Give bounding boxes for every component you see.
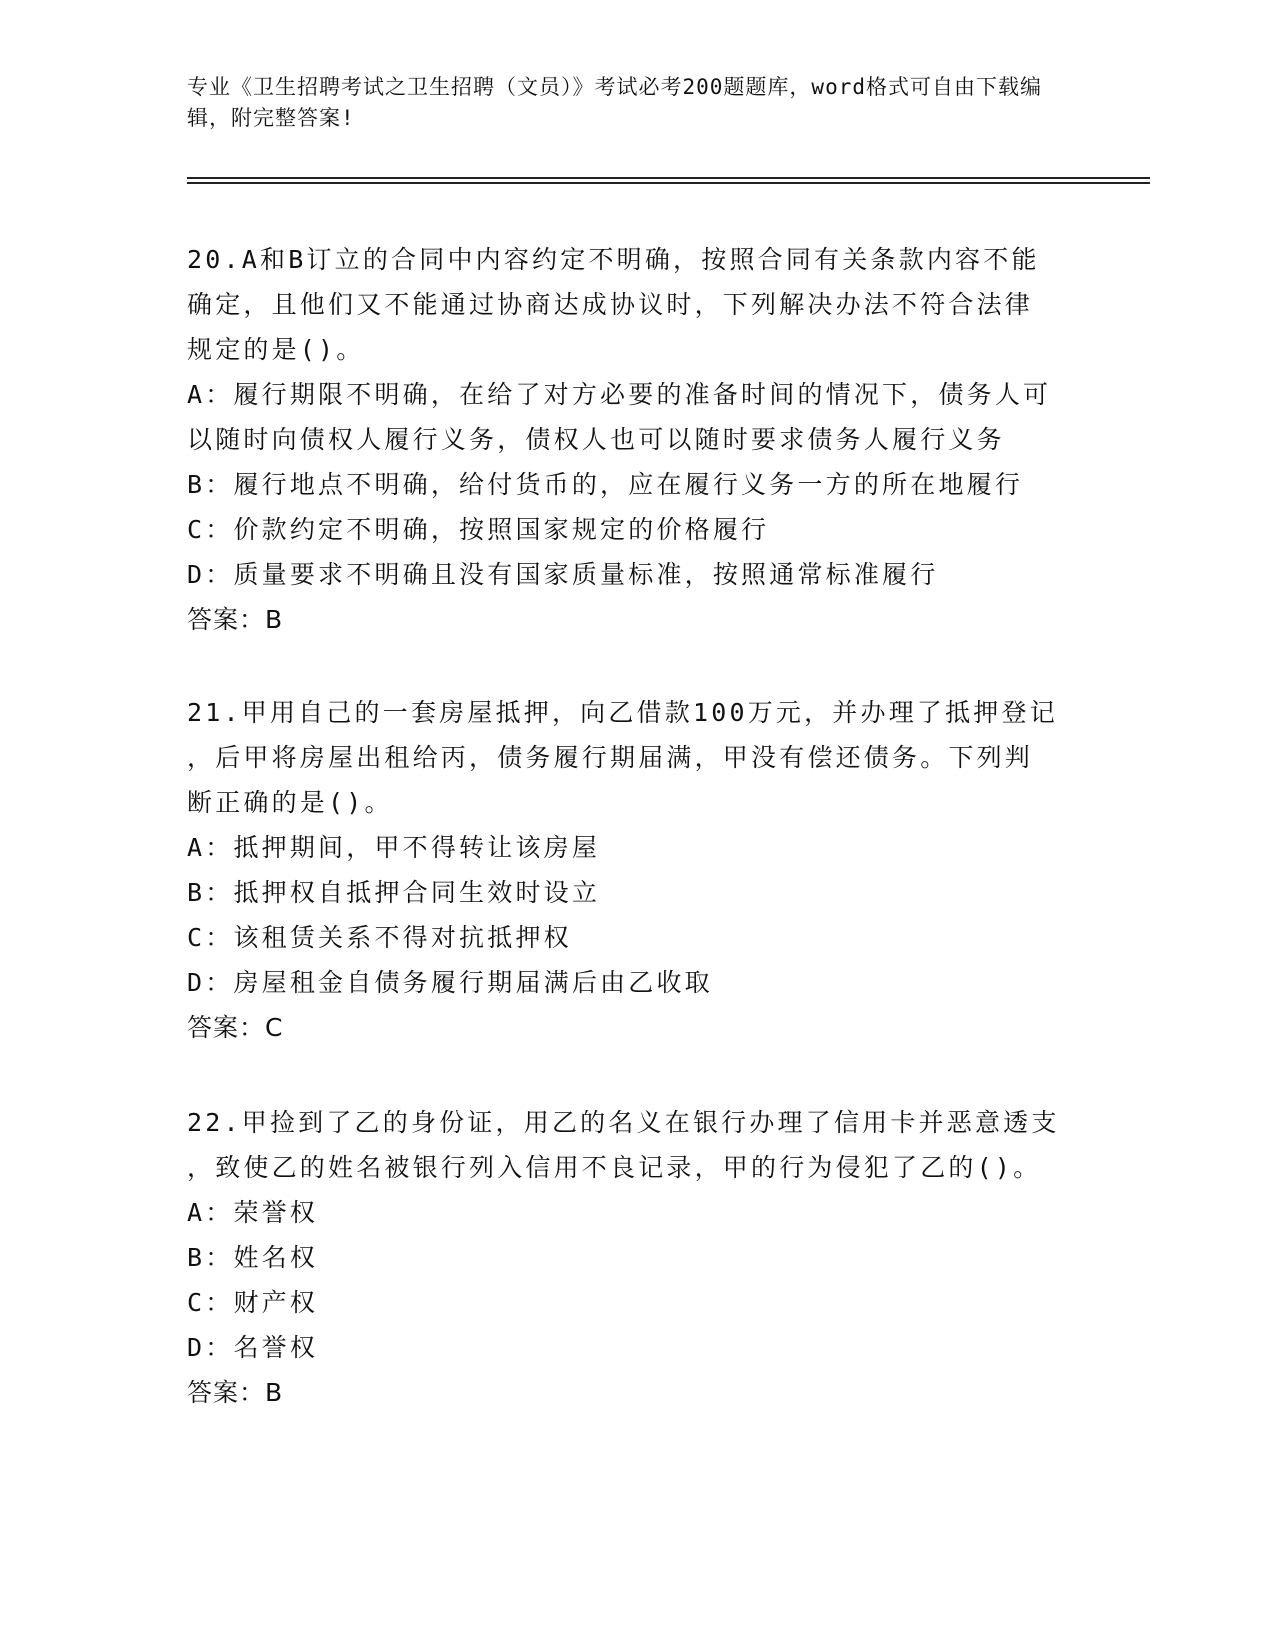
question-stem-line: ，致使乙的姓名被银行列入信用不良记录，甲的行为侵犯了乙的()。 — [187, 1153, 1042, 1182]
option-c: C：价款约定不明确，按照国家规定的价格履行 — [187, 515, 770, 544]
question-22 — [187, 1100, 1087, 1415]
question-21 — [187, 690, 1087, 1050]
option-b: B：姓名权 — [187, 1243, 319, 1272]
question-stem-line: 规定的是()。 — [187, 335, 365, 364]
header-divider-line-2 — [187, 182, 1150, 184]
header-divider-line — [187, 177, 1150, 179]
option-b: B：履行地点不明确，给付货币的，应在履行义务一方的所在地履行 — [187, 470, 1024, 499]
option-a: A：抵押期间，甲不得转让该房屋 — [187, 833, 601, 862]
answer-line: 答案：C — [187, 1013, 284, 1042]
question-stem-line: 确定，且他们又不能通过协商达成协议时，下列解决办法不符合法律 — [187, 290, 1034, 319]
question-stem-line: 断正确的是()。 — [187, 788, 393, 817]
option-d: D：质量要求不明确且没有国家质量标准，按照通常标准履行 — [187, 560, 939, 589]
question-stem-line: ，后甲将房屋出租给丙，债务履行期届满，甲没有偿还债务。下列判 — [187, 743, 1034, 772]
option-c: C：财产权 — [187, 1288, 319, 1317]
option-a: A：荣誉权 — [187, 1198, 319, 1227]
option-a: A：履行期限不明确，在给了对方必要的准备时间的情况下，债务人可 — [187, 380, 1052, 409]
option-d: D：名誉权 — [187, 1333, 319, 1362]
option-c: C：该租赁关系不得对抗抵押权 — [187, 923, 572, 952]
question-stem-line: 21.甲用自己的一套房屋抵押，向乙借款100万元，并办理了抵押登记 — [187, 698, 1058, 727]
question-stem-line: 22.甲捡到了乙的身份证，用乙的名义在银行办理了信用卡并恶意透支 — [187, 1108, 1060, 1137]
answer-line: 答案：B — [187, 605, 284, 634]
question-20 — [187, 237, 1087, 642]
option-d: D：房屋租金自债务履行期届满后由乙收取 — [187, 968, 713, 997]
question-stem-line: 20.A和B订立的合同中内容约定不明确，按照合同有关条款内容不能 — [187, 245, 1040, 274]
option-a-continued: 以随时向债权人履行义务，债权人也可以随时要求债务人履行义务 — [187, 425, 1005, 454]
document-header: 专业《卫生招聘考试之卫生招聘（文员）》考试必考200题题库，word格式可自由下载编辑，附完整答案! — [187, 75, 1042, 130]
option-b: B：抵押权自抵押合同生效时设立 — [187, 878, 601, 907]
answer-line: 答案：B — [187, 1378, 284, 1407]
